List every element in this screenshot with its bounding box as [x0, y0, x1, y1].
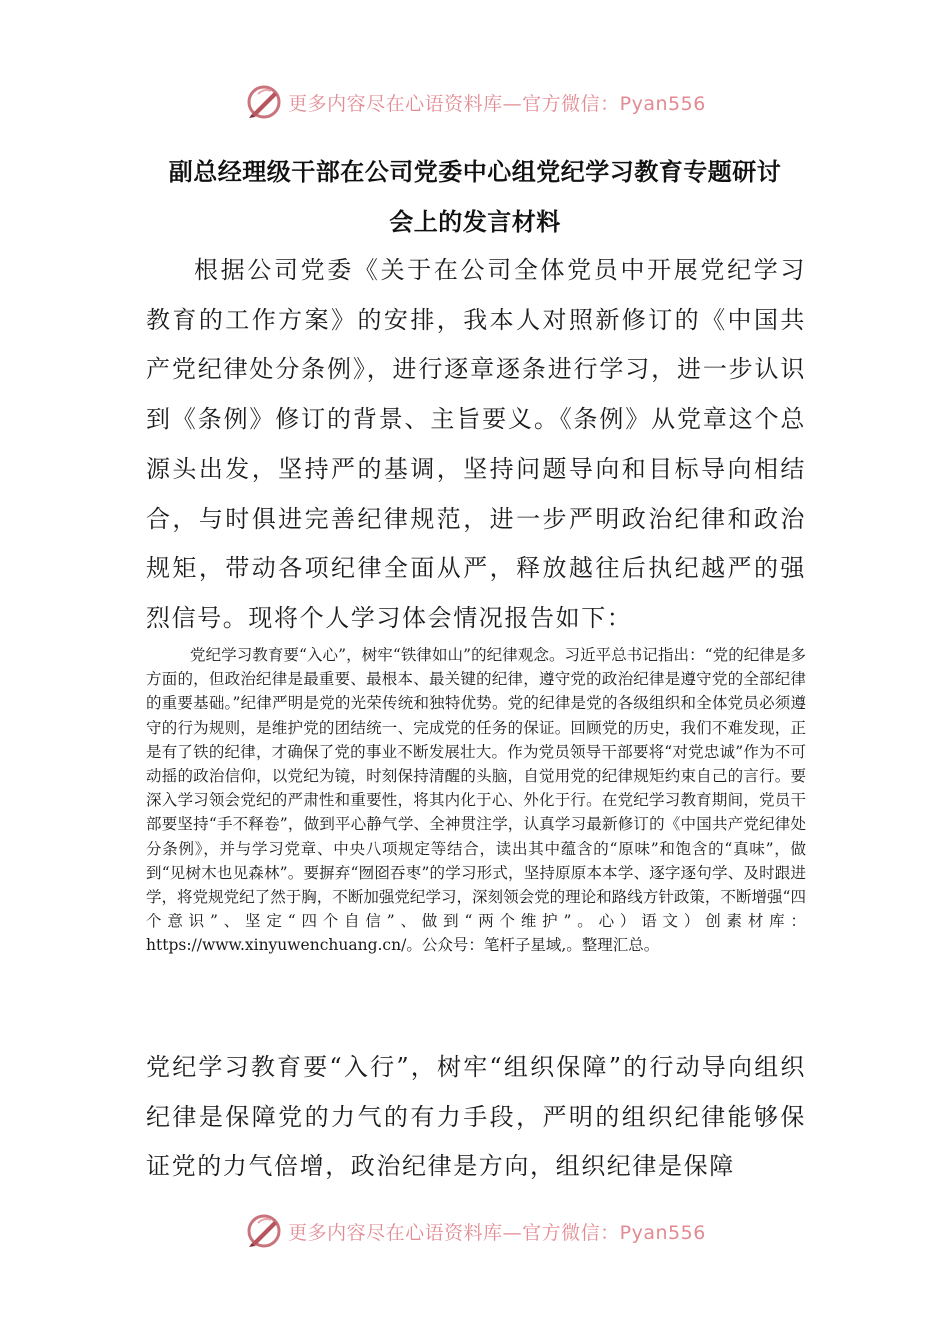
pen-circle-logo-icon: [244, 1211, 284, 1251]
section-1-paragraph: 党纪学习教育要“入心”，树牢“铁律如山”的纪律观念。习近平总书记指出：“党的纪律是多方面的，但政治纪律是最重要、最根本、最关键的纪律，遵守党的政治纪律是遵守党的全部纪律的重要基础。”纪律严明是党的光荣传统和独特优势。党的纪律是党的各级组织和全体党员必须遵守的行为规则，是维护党的团结统一、完成党的任务的保证。回顾党的历史，我们不难发现，正是有了铁的纪律，才确保了党的事业不断发展壮大。作为党员领导干部要将“对党忠诚”作为不可动摇的政治信仰，以党纪为镜，时刻保持清醒的头脑，自觉用党的纪律规矩约束自己的言行。要深入学习领会党纪的严肃性和重要性，将其内化于心、外化于行。在党纪学习教育期间，党员干部要坚持“手不释卷”，做到平心静气学、全神贯注学，认真学习最新修订的《中国共产党纪律处分条例》，并与学习党章、中央八项规定等结合，读出其中蕴含的“原味”和饱含的“真味”，做到“见树木也见森林”。要摒弃“囫囵吞枣”的学习形式，坚持原原本本学、逐字逐句学、及时跟进学，将党规党纪了然于胸，不断加强党纪学习，深刻领会党的理论和路线方针政策，不断增强“四个意识”、坚定“四个自信”、做到“两个维护”。心）语文）创素材库：https://www.xinyuwenchuang.cn/。公众号：笔杆子星域,。整理汇总。: [146, 646, 806, 955]
banner-wechat-id: Pyan556: [619, 92, 706, 115]
header-banner: [0, 82, 950, 122]
banner-wechat-id: Pyan556: [619, 1221, 706, 1244]
banner-text: 更多内容尽在心语资料库—官方微信：: [288, 1221, 620, 1244]
document-title-line-1: 副总经理级干部在公司党委中心组党纪学习教育专题研讨: [168, 158, 782, 186]
footer-banner: [0, 1211, 950, 1251]
pen-circle-logo-icon: [244, 82, 284, 122]
section-2-paragraph: 党纪学习教育要“入行”，树牢“组织保障”的行动导向组织纪律是保障党的力气的有力手段，严明的组织纪律能够保证党的力气倍增，政治纪律是方向，组织纪律是保障: [146, 1053, 806, 1181]
intro-paragraph: 根据公司党委《关于在公司全体党员中开展党纪学习教育的工作方案》的安排，我本人对照新修订的《中国共产党纪律处分条例》，进行逐章逐条进行学习，进一步认识到《条例》修订的背景、主旨要义。《条例》从党章这个总源头出发，坚持严的基调，坚持问题导向和目标导向相结合，与时俱进完善纪律规范，进一步严明政治纪律和政治规矩，带动各项纪律全面从严，释放越往后执纪越严的强烈信号。现将个人学习体会情况报告如下：: [146, 256, 806, 632]
banner-text: 更多内容尽在心语资料库—官方微信：: [288, 92, 620, 115]
document-title-line-2: 会上的发言材料: [389, 208, 561, 236]
